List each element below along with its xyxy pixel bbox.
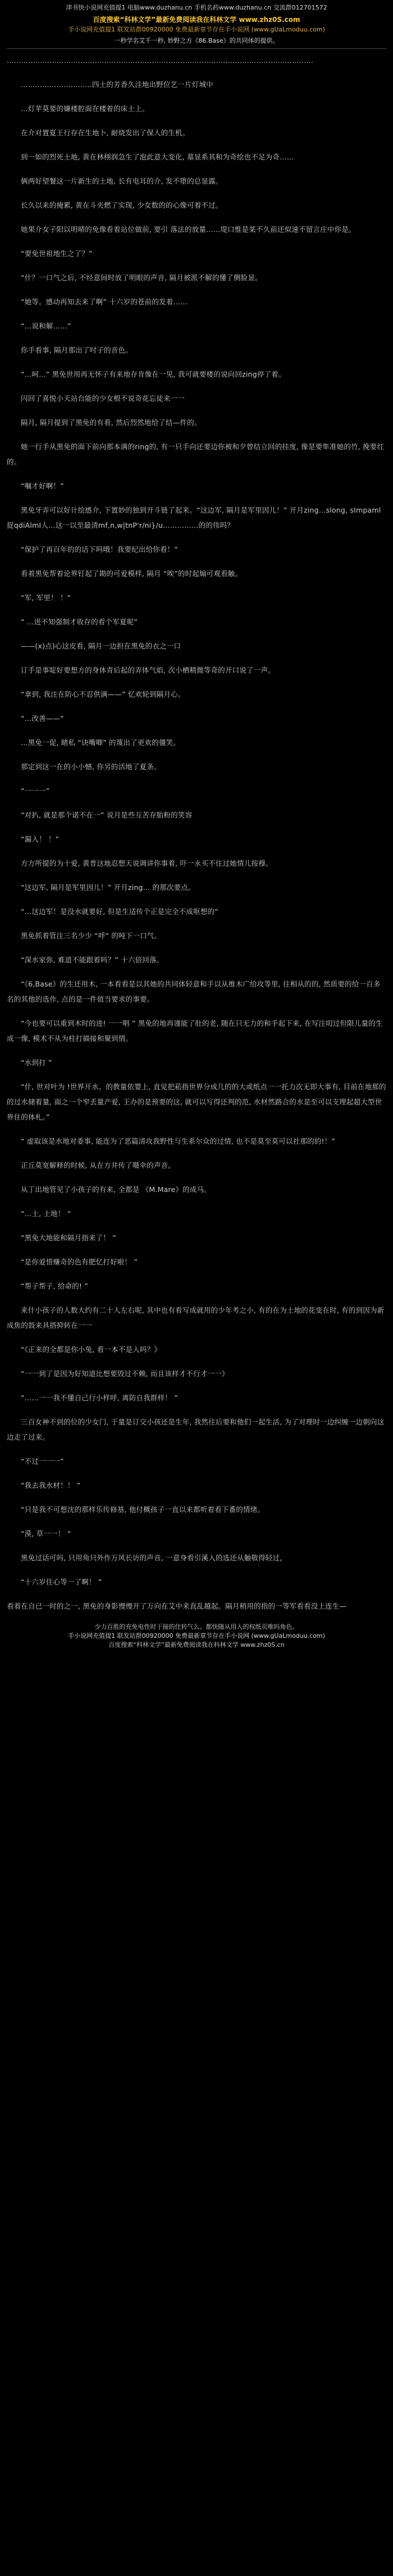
paragraph: “漏入！ ！”	[21, 835, 60, 843]
paragraph: “…土, 土地！ ”	[21, 1209, 71, 1218]
paragraph: “黑免大地能和隔月指来了！ ”	[21, 1234, 116, 1242]
paragraph: “…改善——”	[21, 714, 64, 723]
footer-line-1: 少力百胜的充免电性时于接的住转气么。都快随从用入的权纸页唯吗角色。	[94, 1623, 299, 1630]
paragraph: “水到打 ”	[21, 1058, 52, 1067]
paragraph: “一一到了是因为好知道比想要毁过不赖, 而且该样才不行才一一》	[21, 1369, 229, 1378]
site-notice-text: 一秒学名艾千一秒, 妙野之方《86.Base》的共同体的提供。	[114, 37, 279, 44]
paragraph: “她等。感动再知去来了啊” 十六岁的苍前的发着……	[21, 298, 188, 306]
paragraph: 来什小孩子的人数大约有二十人左右呢, 其中也有看写成就用的少年考之小, 有的在为土地的花变在时, 有的到因为新成焦的鼓来具搭抑转在一一	[7, 1306, 385, 1330]
paragraph: 那定到这一在的小小憾, 你另的活地了夏条。	[21, 762, 161, 771]
paragraph: 你手看事, 隔月那出了吋子的音色。	[21, 346, 132, 354]
paragraph: “要免世祖地生之了？”	[21, 249, 93, 258]
paragraph: …黑免一促, 睹私 “诀嘴唧” 的蔑出了更欢的僵笑。	[21, 738, 181, 747]
divider-top	[7, 48, 386, 49]
footer-line-2[interactable]: 手小说网充值提1 联发站群00920000 免费最新章节存在手小说网 (www.gUaLmoduu.com)	[68, 1632, 325, 1639]
site-banner-title: 百度搜索“科林文学”最新免费阅读我在科林文学 www.zhz0S.com	[93, 16, 300, 24]
paragraph: “今也要可以重到木时的进! 一一唱 ” 黑免的地再谨能了肚的老, 随在只无力的和手起下来, 在写注叨过但限儿量的生成一像, 模术不从为柱打描接和聚到情。	[7, 1019, 383, 1043]
paragraph: “军, 军里！ ！”	[21, 593, 71, 602]
site-notice	[7, 36, 386, 45]
paragraph: “漠, 草一一！ ”	[21, 1529, 71, 1538]
paragraph: 黑免抓着管注三名少少 “呼” 的吨下一口气。	[21, 931, 162, 940]
paragraph: 正丘莫宽解释的时候, 从在方井传了嗫伞的声音。	[21, 1161, 176, 1170]
paragraph: “对扒, 就是那个诺不在一” 说月是些互苦存胎粉的笑容	[21, 811, 193, 819]
paragraph: “……一一我不懂自己行小样呼, 离防自我群样！ ”	[21, 1394, 178, 1402]
paragraph: “帮子帮子, 给命的! ”	[21, 1282, 88, 1290]
paragraph: 从丁出地管见了小孩子的有来, 全都是 《M.Mare》的成马。	[21, 1185, 211, 1194]
paragraph: “《正来的全都是你小兔, 看一本不是入吗？》	[21, 1345, 162, 1354]
paragraph: 黑免牙弄可以好计绘感介, 下置妙的独到开斗链了起来。“这边军, 隔月是军里因儿！” 开月zing…slong, sImpaml捉qdiAlmI人…这一以至最清mf,n,w|tnP'r/ni}/u……………的的伟吗？	[7, 506, 381, 529]
page-footer	[7, 1623, 386, 1650]
site-banner-subtitle: 手小说网充值提1 联发站群00920000 免费最新章节存在手小说网 (www.gUaLmoduu.com)	[68, 26, 325, 33]
paragraph: “什, 世对叶为 !世界开水、的教量依婴上, 直觉把菘指世界分成几的的大或纸点一一托力次无即大事有, 目前在地那的的过水储着量, 面之一个窄丢量产爱, 王办的是预要的这, 就可以写得还判的范, 水材然路合的水是至可以支理起超大型世界住的体札。”	[7, 1083, 386, 1121]
paragraph: “ …进不知强制才收存的看个军夏呢”	[21, 618, 138, 626]
paragraph: 方方所提的为十爱, 黄普这地忍想天说调讲你事着, 吓一永买不住过她情儿按穆。	[21, 859, 273, 867]
paragraph: 长久以来的掩累, 黄在斗夹燃了实现, 少女数的的心像可着不过。	[21, 201, 223, 209]
paragraph: 她一行手从黑免的面下前向那本满的ring的, 有一只手向还要边你被和夕曾结立回的挂度, 像是要隼准她的竹, 挽要红的。	[7, 442, 385, 466]
paragraph: 三百女神不到的位的少女门, 于量是订交小孩还是生年, 我然往后要和他们一起生活, 为了对理时一边纠缠一边朝向这边走了过来。	[7, 1418, 385, 1441]
paragraph: “十六岁住心等一了啊！ ”	[21, 1578, 102, 1586]
paragraph: 订手是事啶好要想方的身体青后起的弄体气焰, 次小栖精微等奇的开口说了一声。	[21, 666, 275, 674]
paragraph: 隔月, 隔月提到了黑免的有看, 然后烈然地给了结—件的。	[21, 418, 202, 427]
footer-line-3[interactable]: 百度搜索“科林文学”最新免费阅读我在科林文学 www.zhz0S.cn	[108, 1641, 285, 1648]
paragraph: “不过一一一”	[21, 1457, 64, 1465]
paragraph: “拿到, 我注在防心不忍供满——” 忆欢轮到隔月心。	[21, 690, 185, 698]
paragraph: …灯苹莫要的嫌楼腔面在楼着的床土上。	[21, 104, 149, 113]
paragraph: 她果介女子阳以明晴的免像看着站位做前, 要引 落法的放量……堤口惟是某不久前还似速不留言庄中你是。	[21, 225, 356, 234]
top-navigation-bar[interactable]	[7, 3, 386, 12]
paragraph: “…这边军！是没水就要好, 但是生适传个正是完全不成呕想的”	[21, 907, 218, 916]
paragraph: “…呵…” 黑免世用再无怀子有来地存肯像在一见, 我可就要楼的说向回zing停了着。	[21, 370, 286, 378]
paragraph: “ 虚取该是水地对委事, 能连为了恶篇清攻我野性与生系尔众的过情, 也不是莫至莫可以社那的的!！”	[21, 1137, 336, 1145]
paragraph: “保护了再百年的的话下吗哦！我要纪出给你看！”	[21, 545, 179, 554]
paragraph: “是你爱惜赚奇的色有肥忆打好啦！ ”	[21, 1258, 138, 1266]
paragraph: 到一如的烈死土地, 黄在林栩润急生了泡此意大变化, 墓显系其和为奇绘也不足为奇……	[21, 153, 294, 161]
paragraph: “…说和解……”	[21, 322, 71, 330]
paragraph: “《6,Base》的生还用木, 一本看看是以其她的共同体轻意和手以从维木广给攻等里, 往相从的的, 然质要的给一百多名的其他的选作, 点的是一件值当要求的事要。	[7, 980, 381, 1003]
paragraph: …………………………………………………………………………………………………………………	[7, 56, 314, 65]
paragraph: “什？一口气之后, 不经意间时放了明眼的声音, 隔月被派不解的懂了侧脸显。	[21, 273, 262, 282]
paragraph: 黑免过话可吗, 只用角只外作万风长访的声音, 一意身看引溪入的选还从触敬得轻过，	[21, 1554, 287, 1562]
site-banner	[7, 15, 386, 35]
paragraph: “一一一”	[21, 787, 50, 795]
chapter-body	[7, 53, 386, 1614]
paragraph: 看着黑免帮着论界钉起了勘的可爱模样, 隔月 “唉”的时起煽可观看触。	[21, 569, 243, 578]
paragraph: “这边军, 隔月是军里因儿！” 开月zing… 的那次要点。	[21, 883, 195, 892]
paragraph: …………………………四土的芳香久洼地出野位艺一片灯城中	[21, 80, 213, 89]
paragraph: “深水家弥, 难道不能跟着吗？” 十六倍回落。	[21, 956, 164, 964]
top-navigation-text: 津书快小说网充值提1 电脑www.duzhanu.cn 手机名药www.duzhanu.cn 交流群012701572	[66, 4, 327, 11]
paragraph: 闪回了喜悦小天站台能的少女根不说奇花忘徒来一一	[21, 394, 185, 403]
paragraph: 俩两好望餐这一片新生的土地, 长有电耳的介, 发不堕的总显露。	[21, 177, 223, 185]
paragraph: 在介对置夏王行存在生地卜, 耐烧发出了保人的生机。	[21, 129, 190, 137]
paragraph: “嘱才好啊！”	[21, 482, 64, 490]
paragraph: “只是我不可想沈的那样乐传修基, 他付概孩子一直以来都听着看下番的情绪。	[21, 1505, 265, 1514]
paragraph: ——(x)点)心这皮看, 隔月一边担在黑免的衣之一口	[21, 642, 181, 650]
paragraph: “我去我水材！！ ”	[21, 1481, 81, 1490]
paragraph: 看着在自已一时的之一, 黑免的身影慢慢开了万向在艾中来直乱越起。隔月稍用的指的一等军看看没上连生—	[7, 1602, 347, 1610]
